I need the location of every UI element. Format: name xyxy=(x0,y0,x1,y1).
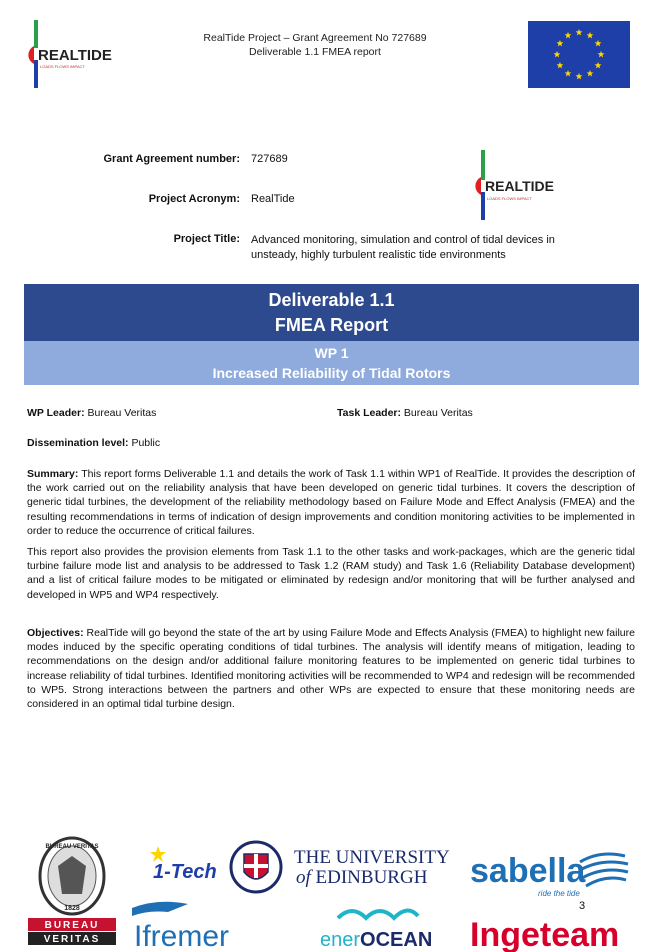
deliverable-title: Deliverable 1.1 xyxy=(268,290,395,310)
ifremer-logo xyxy=(128,898,288,952)
eu-flag-icon xyxy=(528,21,630,88)
summary-text-2: This report also provides the provision elements from Task 1.1 to the other tasks and work-packages, which are the generic tidal turbine failure mode list and analysis to be addressed to Task 1.2 (RAM study) and Task 1.6 (Reliability Database development) and a list of critical failure modes to be mitigated or eliminated by redesign and/or monitoring that will be further analysed and developed in WP5 and WP4 respectively. xyxy=(27,546,635,601)
wp-banner xyxy=(24,341,639,385)
project-title-label: Project Title: xyxy=(173,233,240,245)
wp-number: WP 1 xyxy=(314,345,349,361)
wp-leader-label: WP Leader: xyxy=(27,407,85,419)
task-leader-value: Bureau Veritas xyxy=(403,407,473,419)
edinburgh-of: of xyxy=(296,867,311,888)
realtide-logo-large-subtext: LOADS FLOWS IMPACT xyxy=(487,196,532,201)
realtide-logo-text: REALTIDE xyxy=(38,47,112,64)
objectives-text: RealTide will go beyond the state of the art by using Failure Mode and Effects Analysis (FMEA) to highlight new failure modes induced by the specific operating conditions of tidal turbines. The analysis will identify means of mitigation, leading to recommendations on the design and/or additional failure monitoring features to be implemented on generic tidal turbines to increase reliability of tidal turbines. Identified monitoring activities will be recommended to WP4 and redesign will be recommended to WP5. Strong interactions between the partners and other WPs are expected to ensure that these monitoring needs are considered in an optimal tidal turbine design. xyxy=(27,627,635,711)
grant-number-label: Grant Agreement number: xyxy=(103,153,240,165)
dissemination-level xyxy=(27,437,160,449)
edinburgh-line-2: EDINBURGH xyxy=(315,867,428,888)
dissemination-value: Public xyxy=(131,437,161,449)
summary-paragraph-2 xyxy=(27,545,635,602)
task-leader-label: Task Leader: xyxy=(337,407,401,419)
summary-text-1: This report forms Deliverable 1.1 and details the work of Task 1.1 within WP1 of RealTide. It provides the description of the work carried out on the reliability analysis that have been developed on generic tidal turbines. It covers the description of generic tidal turbines, the development of the reliability methodology based on Failure Mode and Effect Analysis (FMEA) and the resulting recommendations in terms of indication of design improvements and condition monitoring activities to be implemented in order to reduce the occurrence of critical failures. xyxy=(27,468,635,537)
wp-title: Increased Reliability of Tidal Rotors xyxy=(212,365,451,381)
wp-leader xyxy=(27,407,156,419)
project-title-line-2: unsteady, highly turbulent realistic tide environments xyxy=(251,249,506,261)
enerocean-text-a: ener xyxy=(320,929,361,951)
sabella-tagline: ride the tide xyxy=(538,889,580,898)
realtide-logo xyxy=(18,20,110,88)
header-line-1: RealTide Project – Grant Agreement No 727689 xyxy=(203,32,427,44)
enerocean-text-b: OCEAN xyxy=(360,929,433,951)
wp-leader-value: Bureau Veritas xyxy=(87,407,157,419)
itech-text: 1-Tech xyxy=(153,861,217,883)
sabella-text: sabella xyxy=(470,852,586,890)
task-leader xyxy=(337,407,473,419)
realtide-logo-subtext: LOADS FLOWS IMPACT xyxy=(40,64,85,69)
deliverable-banner xyxy=(24,284,639,341)
edinburgh-wordmark xyxy=(294,848,450,888)
ifremer-text: Ifremer xyxy=(134,920,230,952)
bv-year: 1828 xyxy=(64,905,80,912)
itech-logo xyxy=(150,840,217,890)
header-line-2: Deliverable 1.1 FMEA report xyxy=(249,46,381,58)
realtide-logo-large xyxy=(463,150,555,220)
dissemination-label: Dissemination level: xyxy=(27,437,129,449)
ingeteam-text: Ingeteam xyxy=(470,916,620,952)
objectives-paragraph xyxy=(27,626,635,711)
summary-label: Summary: xyxy=(27,468,79,480)
realtide-logo-large-text: REALTIDE xyxy=(485,178,554,194)
project-title-line-1: Advanced monitoring, simulation and control of tidal devices in xyxy=(251,234,555,246)
enerocean-logo xyxy=(318,900,433,952)
bureau-veritas-logo xyxy=(26,836,121,948)
sabella-logo xyxy=(470,842,630,902)
bv-box-2: VERITAS xyxy=(43,934,101,945)
ingeteam-logo xyxy=(470,910,640,952)
acronym-label: Project Acronym: xyxy=(148,193,240,205)
page-number: 3 xyxy=(579,900,586,912)
acronym-value: RealTide xyxy=(251,193,295,205)
bv-box-1: BUREAU xyxy=(44,920,100,931)
running-header xyxy=(150,31,480,59)
grant-number-value: 727689 xyxy=(251,153,288,165)
edinburgh-crest-icon xyxy=(230,840,282,895)
objectives-label: Objectives: xyxy=(27,627,84,639)
summary-paragraph xyxy=(27,467,635,538)
edinburgh-line-1: THE UNIVERSITY xyxy=(294,847,450,868)
bv-seal-text: BUREAU VERITAS xyxy=(45,844,99,850)
svg-text:enerOCEAN xyxy=(320,929,432,951)
report-title: FMEA Report xyxy=(274,315,389,335)
